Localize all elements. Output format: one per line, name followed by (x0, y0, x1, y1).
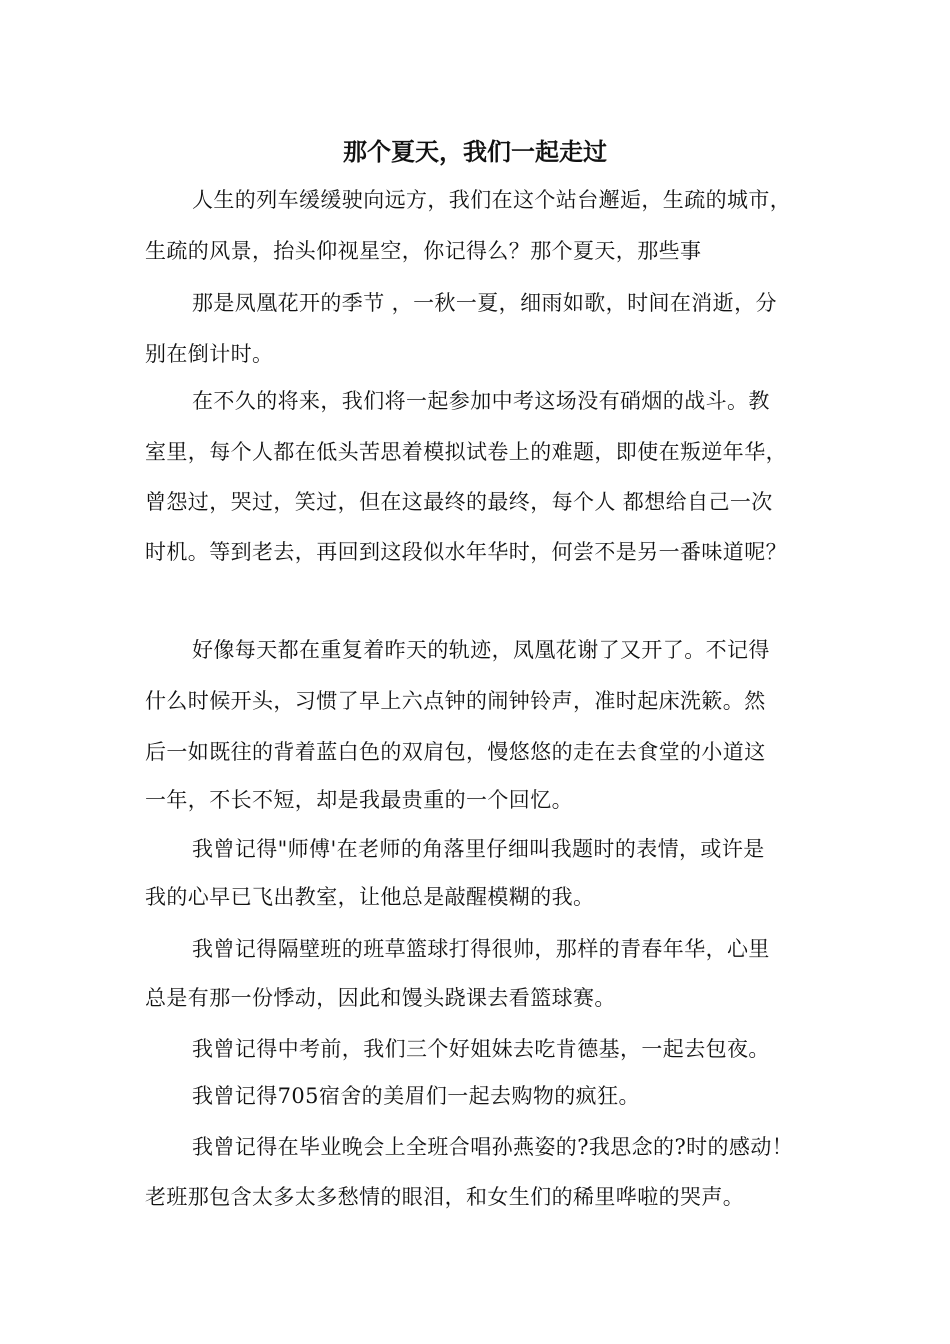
text-line: 我曾记得中考前，我们三个好姐妹去吃肯德基，一起去包夜。 (192, 1037, 770, 1061)
text-line: 人生的列车缓缓驶向远方，我们在这个站台邂逅，生疏的城市， (192, 188, 792, 212)
text-line: 一年，不长不短，却是我最贵重的一个回忆。 (145, 788, 573, 812)
text-line: 在不久的将来，我们将一起参加中考这场没有硝烟的战斗。教 (192, 389, 770, 413)
text-line: 生疏的风景，抬头仰视星空，你记得么？那个夏天，那些事 (145, 239, 702, 263)
text-line: 我曾记得在毕业晚会上全班合唱孙燕姿的?我思念的?时的感动！ (192, 1135, 794, 1159)
text-line: 我曾记得705宿舍的美眉们一起去购物的疯狂。 (192, 1084, 640, 1108)
text-line: 那是凤凰花开的季节 ，一秋一夏，细雨如歌，时间在消逝，分 (192, 291, 777, 315)
text-line: 我的心早已飞出教室，让他总是敲醒模糊的我。 (145, 885, 595, 909)
document-title: 那个夏天，我们一起走过 (343, 137, 607, 166)
text-line: 我曾记得隔壁班的班草篮球打得很帅，那样的青春年华，心里 (192, 937, 770, 961)
text-line: 总是有那一份悸动，因此和馒头跷课去看篮球赛。 (145, 986, 616, 1010)
text-line: 曾怨过，哭过，笑过，但在这最终的最终，每个人 都想给自己一次 (145, 490, 773, 514)
text-line: 我曾记得"师傅'在老师的角落里仔细叫我题时的表情，或许是 (192, 837, 765, 861)
text-line: 别在倒计时。 (145, 342, 274, 366)
text-line: 好像每天都在重复着昨天的轨迹，凤凰花谢了又开了。不记得 (192, 638, 770, 662)
text-line: 室里，每个人都在低头苦思着模拟试卷上的难题，即使在叛逆年华， (145, 440, 787, 464)
text-line: 后一如既往的背着蓝白色的双肩包，慢悠悠的走在去食堂的小道这 (145, 740, 766, 764)
text-line: 时机。等到老去，再回到这段似水年华时，何尝不是另一番味道呢？ (145, 540, 787, 564)
text-line: 老班那包含太多太多愁情的眼泪，和女生们的稀里哗啦的哭声。 (145, 1185, 745, 1209)
text-line: 什么时候开头，习惯了早上六点钟的闹钟铃声，准时起床洗簌。然 (145, 689, 766, 713)
